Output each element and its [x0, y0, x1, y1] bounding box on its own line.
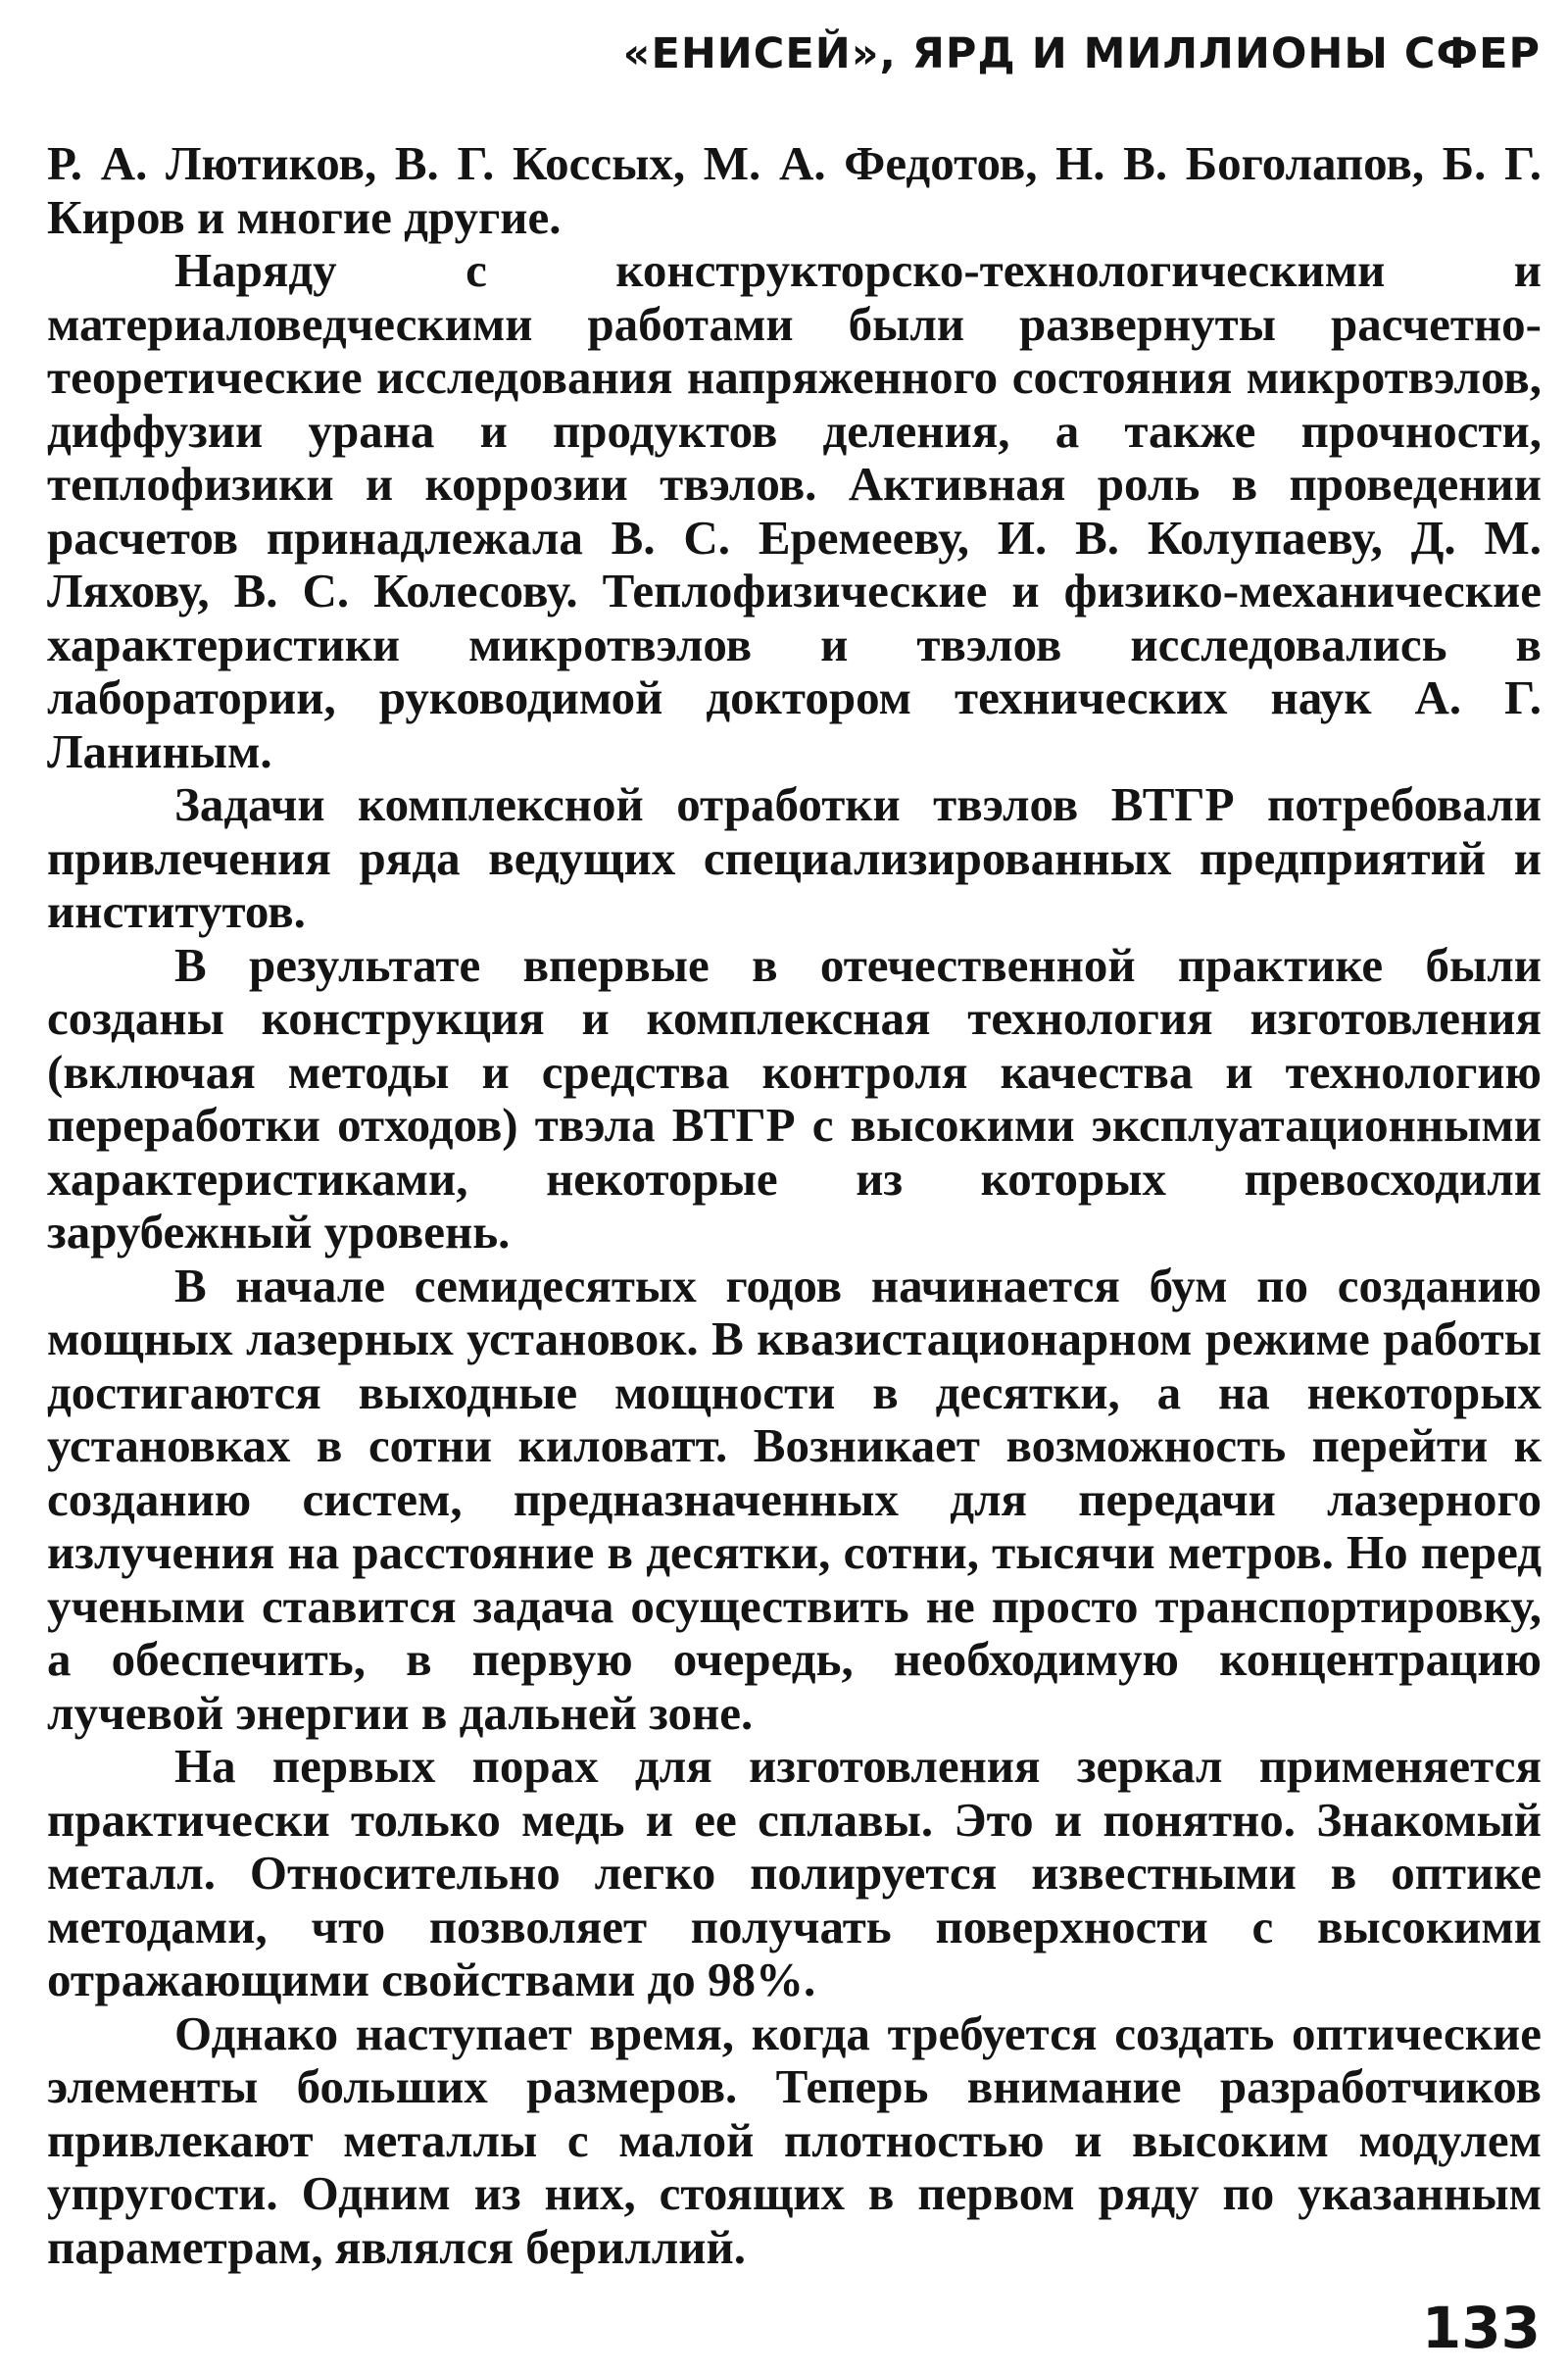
paragraph: Однако наступает время, когда требуется создать оптические элементы больших размеров. Теперь внимание разработчиков привлекают металлы с малой плотностью и высоким модулем упругости. Одним из них, стоящих в первом ряду по указанным параметрам, являлся бериллий.: [47, 2005, 1542, 2274]
paragraph-continuation: Р. А. Лютиков, В. Г. Коссых, М. А. Федотов, Н. В. Боголапов, Б. Г. Киров и многие другие.: [47, 136, 1542, 244]
paragraph: На первых порах для изготовления зеркал применяется практически только медь и ее сплавы. Это и понятно. Знакомый металл. Относительно легко полируется известными в оптике методами, что позволяет получать поверхности с высокими отражающими свойствами до 98%.: [47, 1739, 1542, 2006]
running-head: «ЕНИСЕЙ», ЯРД И МИЛЛИОНЫ СФЕР: [622, 29, 1541, 78]
body-text: [47, 137, 1542, 2274]
paragraph: Задачи комплексной отработки твэлов ВТГР потребовали привлечения ряда ведущих специализированных предприятий и институтов.: [47, 777, 1542, 938]
paragraph: В начале семидесятых годов начинается бум по созданию мощных лазерных установок. В квазистационарном режиме работы достигаются выходные мощности в десятки, а на некоторых установках в сотни киловатт. Возникает возможность перейти к созданию систем, предназначенных для передачи лазерного излучения на расстояние в десятки, сотни, тысячи метров. Но перед учеными ставится задача осуществить не просто транспортировку, а обеспечить, в первую очередь, необходимую концентрацию лучевой энергии в дальней зоне.: [47, 1258, 1542, 1740]
paragraph: Наряду с конструкторско-технологическими и материаловедческими работами были развернуты расчетно-теоретические исследования напряженного состояния микротвэлов, диффузии урана и продуктов деления, а также прочности, теплофизики и коррозии твэлов. Активная роль в проведении расчетов принадлежала В. С. Еремееву, И. В. Колупаеву, Д. М. Ляхову, В. С. Колесову. Теплофизические и физико-механические характеристики микротвэлов и твэлов исследовались в лаборатории, руководимой доктором технических наук А. Г. Ланиным.: [47, 243, 1542, 778]
paragraph: В результате впервые в отечественной практике были созданы конструкция и комплексная технология изготовления (включая методы и средства контроля качества и технологию переработки отходов) твэла ВТГР с высокими эксплуатационными характеристиками, некоторые из которых превосходили зарубежный уровень.: [47, 937, 1542, 1259]
page-number: 133: [1421, 2295, 1541, 2361]
